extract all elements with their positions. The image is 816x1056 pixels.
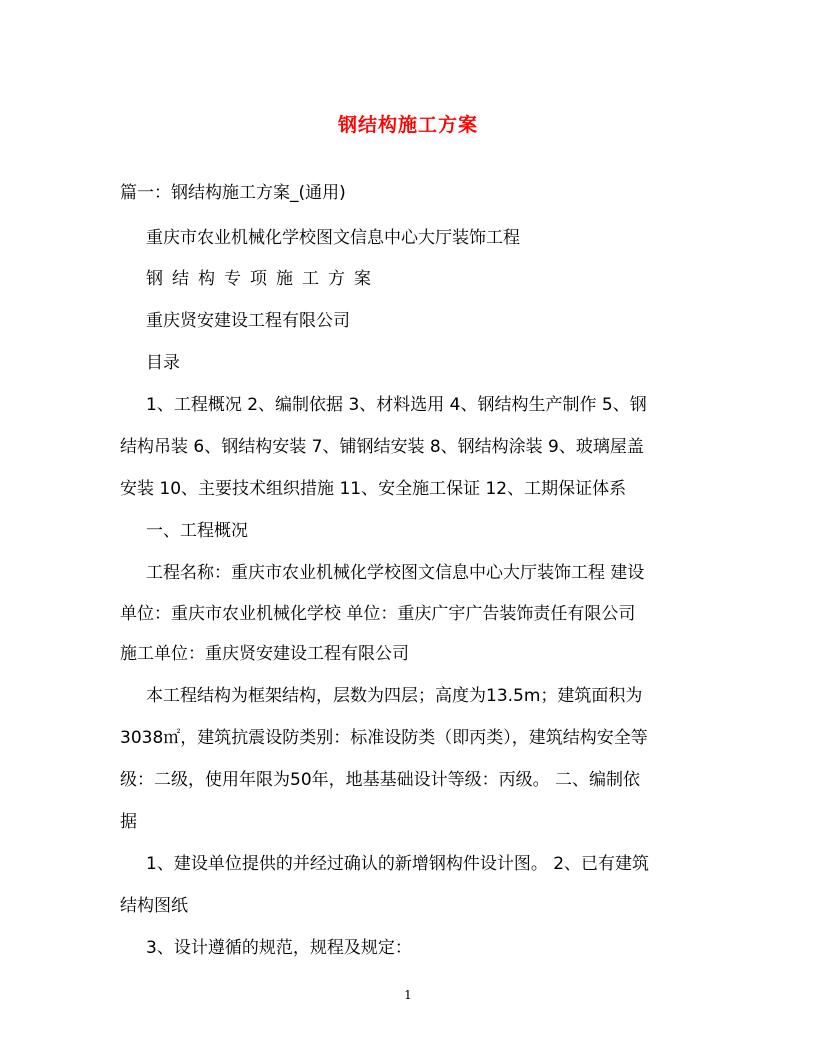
document-title: 钢结构施工方案 [337, 114, 478, 136]
paragraph-line: 1、建设单位提供的并经过确认的新增钢构件设计图。 2、已有建筑 [146, 854, 650, 874]
paragraph-line: 结构图纸 [120, 896, 188, 916]
project-name: 重庆市农业机械化学校图文信息中心大厅装饰工程 [146, 228, 520, 248]
toc-line: 结构吊装 6、钢结构安装 7、铺钢结安装 8、钢结构涂装 9、玻璃屋盖 [120, 437, 644, 457]
paragraph-line: 工程名称：重庆市农业机械化学校图文信息中心大厅装饰工程 建设 [146, 563, 645, 583]
paragraph-line: 3038㎡，建筑抗震设防类别：标准设防类（即丙类），建筑结构安全等 [120, 728, 648, 748]
paragraph-line: 级：二级，使用年限为50年，地基基础设计等级：丙级。 二、编制依 [120, 770, 641, 790]
company-name: 重庆贤安建设工程有限公司 [146, 311, 350, 331]
section-heading: 篇一：钢结构施工方案_(通用) [120, 183, 346, 203]
toc-line: 1、工程概况 2、编制依据 3、材料选用 4、钢结构生产制作 5、钢 [146, 395, 647, 415]
section-heading: 一、工程概况 [146, 521, 248, 541]
paragraph-line: 单位：重庆市农业机械化学校 单位：重庆广宇广告装饰责任有限公司 [120, 604, 636, 624]
paragraph-line: 据 [120, 812, 137, 832]
page-number: 1 [404, 988, 412, 1002]
paragraph-line: 施工单位：重庆贤安建设工程有限公司 [120, 644, 409, 664]
toc-line: 安装 10、主要技术组织措施 11、安全施工保证 12、工期保证体系 [120, 479, 627, 499]
plan-subtitle: 钢结构专项施工方案 [146, 269, 380, 289]
paragraph-line: 本工程结构为框架结构，层数为四层；高度为13.5m；建筑面积为 [146, 686, 643, 706]
paragraph-line: 3、设计遵循的规范，规程及规定： [146, 938, 412, 958]
toc-heading: 目录 [146, 353, 180, 373]
